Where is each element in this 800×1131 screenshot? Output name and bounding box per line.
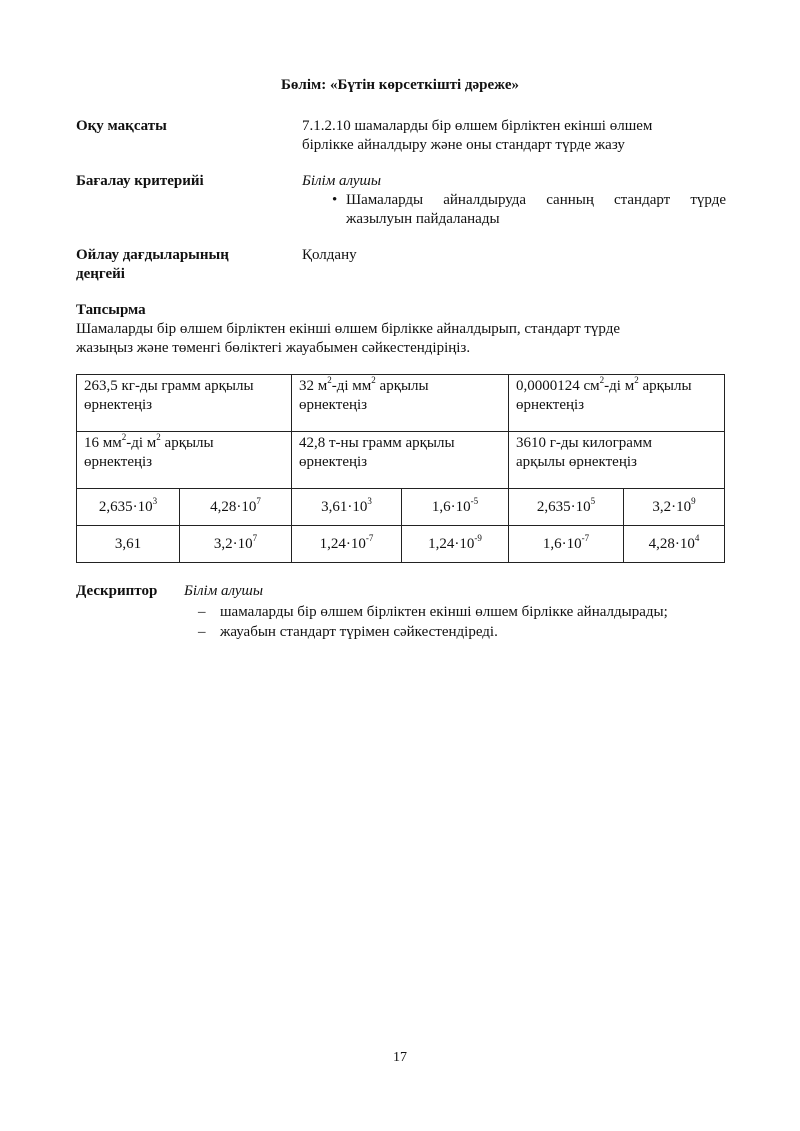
- answer-cell: [77, 526, 180, 563]
- task-block: [76, 301, 726, 358]
- question-text: -ді мм: [331, 378, 372, 394]
- question-text: -ді м: [126, 435, 157, 451]
- answer-exponent: 7: [256, 495, 261, 506]
- question-line-2: арқылы өрнектеңіз: [516, 454, 637, 470]
- question-text: 32 м: [299, 378, 328, 394]
- answer-base: 1,24·10: [319, 535, 366, 552]
- descriptor-item-text: шамаларды бір өлшем бірліктен екінші өлшем бірлікке айналдырады;: [220, 604, 668, 620]
- answer-base: 1,6·10: [431, 498, 471, 515]
- question-text: 16 мм: [84, 435, 122, 451]
- thinking-label-line-2: деңгейі: [76, 266, 125, 282]
- dash-icon: –: [198, 624, 206, 640]
- question-text: 3610 г-ды килограмм: [516, 435, 652, 451]
- answer-base: 1,24·10: [428, 535, 475, 552]
- question-text: арқылы: [638, 378, 692, 394]
- descriptor-list: [198, 602, 726, 642]
- objective-label: Оқу мақсаты: [76, 118, 167, 134]
- section-title: Бөлім: «Бүтін көрсеткішті дәреже»: [280, 77, 519, 93]
- criteria-bullet: [332, 191, 726, 229]
- descriptor-item-text: жауабын стандарт түрімен сәйкестендіреді.: [220, 624, 498, 640]
- unit-exponent: 2: [121, 432, 127, 442]
- objective-line-1: 7.1.2.10 шамаларды бір өлшем бірліктен екінші өлшем: [302, 118, 653, 134]
- objective-line-2: бірлікке айналдыру және оны стандарт түрде жазу: [302, 137, 625, 153]
- question-row: [77, 432, 725, 489]
- answer-exponent: 5: [590, 495, 596, 506]
- question-cell: [292, 432, 509, 489]
- matching-table: [76, 374, 725, 563]
- thinking-value: Қолдану: [302, 247, 357, 263]
- descriptor-header: [76, 582, 726, 601]
- unit-exponent: 2: [156, 432, 161, 442]
- answer-cell: [509, 489, 624, 526]
- answer-cell: [624, 489, 725, 526]
- question-text: 263,5 кг-ды грамм арқылы: [84, 378, 254, 394]
- question-cell: [77, 432, 292, 489]
- task-line-1: Шамаларды бір өлшем бірліктен екінші өлшем бірлікке айналдырып, стандарт түрде: [76, 321, 621, 337]
- question-line-1: [84, 377, 284, 396]
- question-row: [77, 375, 725, 432]
- page-number: 17: [393, 1050, 407, 1065]
- unit-exponent: 2: [371, 375, 376, 385]
- answer-base: 2,635·10: [536, 498, 591, 515]
- answer-cell: [77, 489, 180, 526]
- thinking-label: [76, 246, 229, 284]
- task-heading: Тапсырма: [76, 302, 146, 318]
- descriptor-item: [198, 622, 726, 642]
- question-cell: [77, 375, 292, 432]
- answer-exponent: 3: [152, 495, 158, 506]
- answer-cell: [402, 526, 509, 563]
- answer-base: 4,28·10: [648, 535, 695, 552]
- dash-icon: –: [198, 604, 206, 620]
- bullet-icon: •: [332, 192, 338, 208]
- question-line-2: өрнектеңіз: [299, 454, 368, 470]
- answer-exponent: 9: [691, 495, 696, 506]
- answer-base: 1,6·10: [542, 535, 582, 552]
- answer-base: 3,2·10: [652, 498, 692, 515]
- answer-base: 3,61·10: [321, 498, 368, 515]
- answer-cell: [292, 489, 402, 526]
- criteria-label: Бағалау критерийі: [76, 173, 204, 189]
- question-line-1: [299, 377, 501, 396]
- question-cell: [509, 375, 725, 432]
- answer-cell: [509, 526, 624, 563]
- answer-base: 3,61: [114, 535, 142, 552]
- objective-value: [302, 117, 726, 155]
- answer-base: 3,2·10: [213, 535, 253, 552]
- question-line-1: [516, 434, 717, 453]
- answer-cell: [180, 526, 292, 563]
- descriptor-block: [76, 582, 726, 642]
- question-cell: [292, 375, 509, 432]
- answer-exponent: 7: [252, 532, 258, 543]
- descriptor-label: Дескриптор: [76, 583, 158, 599]
- answer-exponent: -7: [581, 532, 590, 543]
- criteria-value: [302, 172, 726, 229]
- answer-exponent: -5: [470, 495, 479, 506]
- criteria-bullet-line-1: Шамаларды айналдыруда санның стандарт түрде: [346, 192, 726, 208]
- task-line-2: жазыңыз және төменгі бөліктегі жауабымен сәйкестендіріңіз.: [76, 340, 471, 356]
- question-text: 0,0000124 см: [516, 378, 600, 394]
- unit-exponent: 2: [634, 375, 639, 385]
- unit-exponent: 2: [327, 375, 332, 385]
- answer-row: [77, 489, 725, 526]
- question-line-2: өрнектеңіз: [84, 397, 153, 413]
- thinking-label-line-1: Ойлау дағдыларының: [76, 247, 229, 263]
- answer-cell: [180, 489, 292, 526]
- question-cell: [509, 432, 725, 489]
- question-text: 42,8 т-ны грамм арқылы: [299, 435, 455, 451]
- criteria-bullet-text: [346, 191, 726, 229]
- answer-cell: [292, 526, 402, 563]
- question-text: арқылы: [160, 435, 214, 451]
- unit-exponent: 2: [599, 375, 605, 385]
- criteria-subject: Білім алушы: [302, 173, 382, 189]
- answer-base: 4,28·10: [210, 498, 257, 515]
- answer-exponent: -9: [474, 532, 482, 543]
- answer-row: [77, 526, 725, 563]
- question-line-1: [299, 434, 501, 453]
- descriptor-subject: Білім алушы: [184, 583, 264, 599]
- question-line-2: өрнектеңіз: [84, 454, 153, 470]
- answer-cell: [624, 526, 725, 563]
- criteria-bullet-line-2: жазылуын пайдаланады: [346, 211, 500, 227]
- answer-base: 2,635·10: [98, 498, 153, 515]
- answer-cell: [402, 489, 509, 526]
- question-line-2: өрнектеңіз: [516, 397, 585, 413]
- answer-exponent: -7: [365, 532, 374, 543]
- question-line-1: [84, 434, 284, 453]
- question-text: -ді м: [604, 378, 635, 394]
- answer-exponent: 4: [694, 532, 700, 543]
- answer-exponent: 3: [367, 495, 372, 506]
- descriptor-item: [198, 602, 726, 622]
- question-line-2: өрнектеңіз: [299, 397, 368, 413]
- question-text: арқылы: [375, 378, 429, 394]
- question-line-1: [516, 377, 717, 396]
